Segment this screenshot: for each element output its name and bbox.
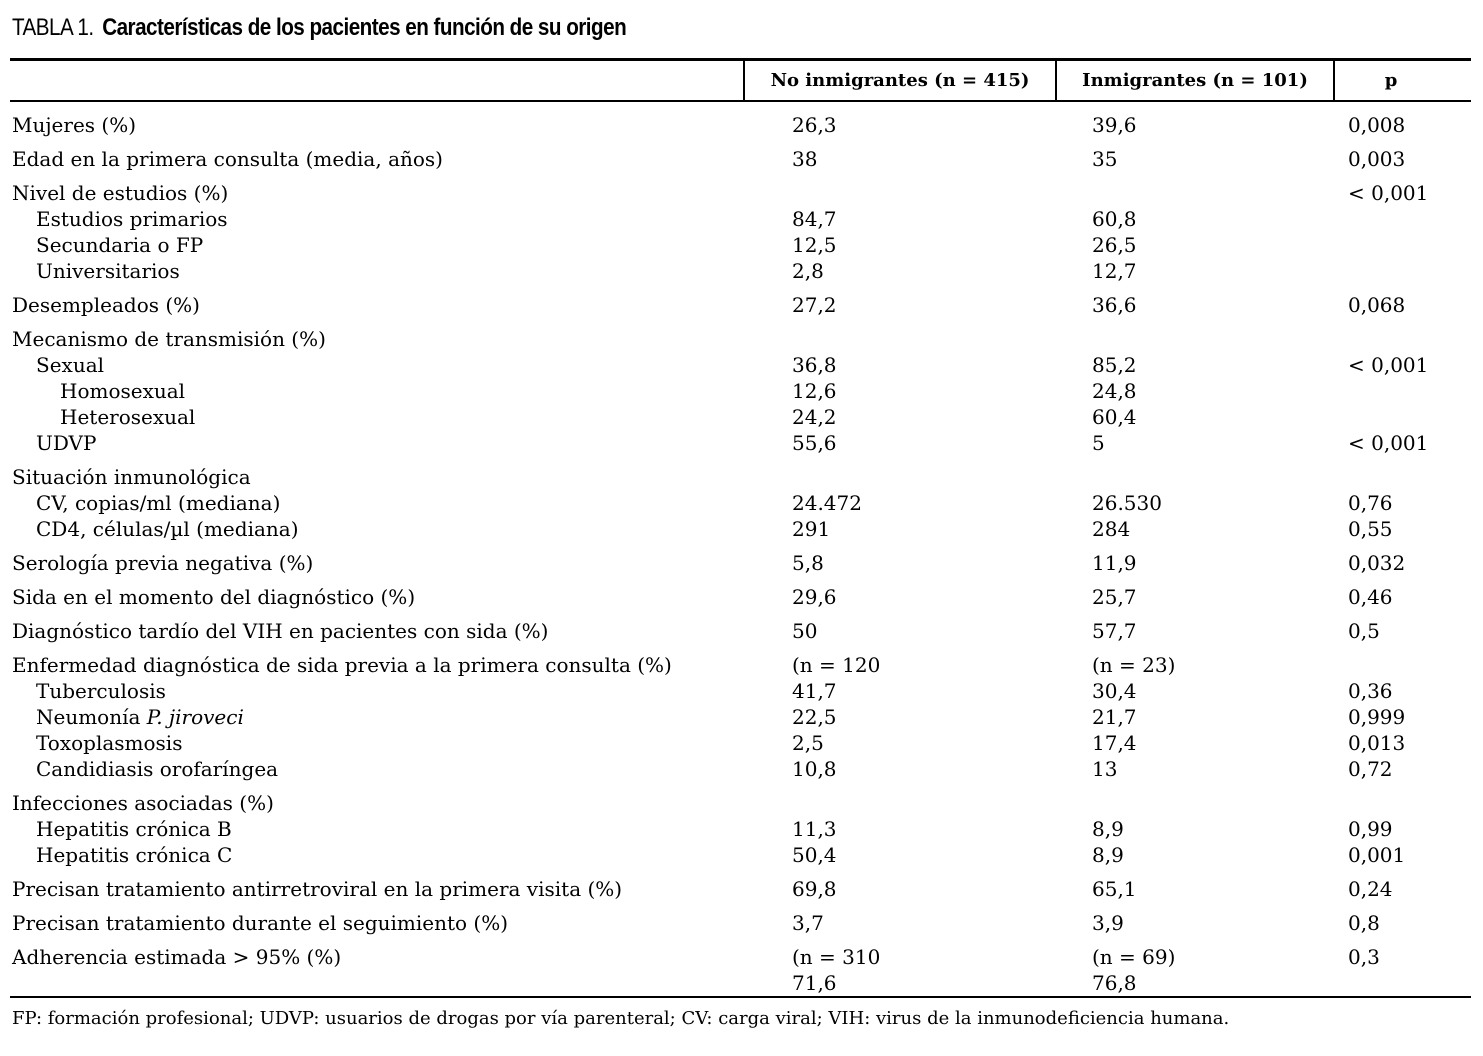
row-label: Heterosexual [60,405,196,429]
row-group [12,910,1471,936]
value-p: 0,999 [1348,705,1406,729]
table-row [12,876,1471,902]
table-row [12,550,1471,576]
value-inmigrantes: 26,5 [1092,233,1137,257]
value-p: 0,008 [1348,113,1406,137]
row-group [12,550,1471,576]
table-row [12,944,1471,970]
row-label: CD4, células/µl (mediana) [36,517,299,541]
row-label-italic: P. jiroveci [146,705,244,729]
value-inmigrantes: (n = 23) [1092,653,1176,677]
value-p: < 0,001 [1348,353,1429,377]
value-inmigrantes: 60,4 [1092,405,1137,429]
row-label: Sexual [36,353,105,377]
value-inmigrantes: 65,1 [1092,877,1137,901]
table-row [12,584,1471,610]
value-inmigrantes: 76,8 [1092,971,1137,995]
row-label: Precisan tratamiento antirretroviral en la primera visita (%) [12,877,623,901]
value-inmigrantes: 36,6 [1092,293,1137,317]
row-label: UDVP [36,431,97,455]
bottom-rule [10,996,1471,998]
value-no-inmigrantes: 84,7 [792,207,837,231]
value-inmigrantes: (n = 69) [1092,945,1176,969]
row-group [12,146,1471,172]
table-row [12,516,1471,542]
table-row [12,112,1471,138]
value-p: 0,8 [1348,911,1380,935]
table-caption [12,14,626,42]
table-row [12,378,1471,404]
value-inmigrantes: 60,8 [1092,207,1137,231]
row-group [12,618,1471,644]
value-inmigrantes: 17,4 [1092,731,1137,755]
table-row [12,730,1471,756]
value-inmigrantes: 39,6 [1092,113,1137,137]
header-divider [1055,61,1057,101]
value-inmigrantes: 57,7 [1092,619,1137,643]
table-row [12,430,1471,456]
row-label: Precisan tratamiento durante el seguimiento (%) [12,911,509,935]
table-row [12,180,1471,206]
table-row [12,326,1471,352]
table-row [12,678,1471,704]
row-label: Mujeres (%) [12,113,137,137]
header-p: p [1384,70,1398,91]
row-label: Secundaria o FP [36,233,204,257]
table-row [12,790,1471,816]
value-no-inmigrantes: 2,8 [792,259,824,283]
value-p: 0,36 [1348,679,1393,703]
value-p: < 0,001 [1348,431,1429,455]
row-group [12,464,1471,542]
table-row [12,232,1471,258]
table-row [12,970,1471,996]
value-inmigrantes: 5 [1092,431,1105,455]
row-label-text: Neumonía [36,705,141,729]
row-label: Tuberculosis [36,679,166,703]
row-label: Nivel de estudios (%) [12,181,229,205]
value-p: 0,003 [1348,147,1406,171]
table-body [12,112,1471,1004]
table-row [12,910,1471,936]
header-divider [1333,61,1335,101]
value-p: 0,013 [1348,731,1406,755]
value-p: 0,001 [1348,843,1406,867]
value-no-inmigrantes: (n = 120 [792,653,881,677]
row-group [12,652,1471,782]
value-no-inmigrantes: 27,2 [792,293,837,317]
header-inmigrantes: Inmigrantes (n = 101) [1082,70,1308,91]
value-inmigrantes: 25,7 [1092,585,1137,609]
table-row [12,842,1471,868]
value-no-inmigrantes: 26,3 [792,113,837,137]
row-label: Mecanismo de transmisión (%) [12,327,326,351]
value-p: 0,5 [1348,619,1380,643]
row-label: Toxoplasmosis [36,731,183,755]
row-group [12,584,1471,610]
row-label: Diagnóstico tardío del VIH en pacientes con sida (%) [12,619,549,643]
table-row [12,756,1471,782]
value-inmigrantes: 24,8 [1092,379,1137,403]
table-row [12,258,1471,284]
value-no-inmigrantes: 41,7 [792,679,837,703]
header-no-inmigrantes: No inmigrantes (n = 415) [770,70,1030,91]
table-row [12,146,1471,172]
value-no-inmigrantes: 50 [792,619,818,643]
header-rule [10,100,1471,102]
row-label: Edad en la primera consulta (media, años) [12,147,443,171]
value-p: 0,72 [1348,757,1393,781]
row-label: Candidiasis orofaríngea [36,757,279,781]
row-label [36,704,244,730]
value-no-inmigrantes: 10,8 [792,757,837,781]
row-label: CV, copias/ml (mediana) [36,491,281,515]
value-p: 0,24 [1348,877,1393,901]
value-p: 0,068 [1348,293,1406,317]
value-no-inmigrantes: 69,8 [792,877,837,901]
value-no-inmigrantes: 55,6 [792,431,837,455]
table-footnote: FP: formación profesional; UDVP: usuarios de drogas por vía parenteral; CV: carga viral; VIH: virus de la inmunodeficiencia humana. [12,1008,1230,1029]
table-row [12,652,1471,678]
value-no-inmigrantes: 291 [792,517,831,541]
value-inmigrantes: 85,2 [1092,353,1137,377]
table-row [12,816,1471,842]
row-group [12,112,1471,138]
row-label: Infecciones asociadas (%) [12,791,274,815]
value-inmigrantes: 8,9 [1092,817,1124,841]
row-label: Desempleados (%) [12,293,200,317]
row-group [12,292,1471,318]
value-no-inmigrantes: 24,2 [792,405,837,429]
table-row [12,464,1471,490]
table-row [12,618,1471,644]
value-inmigrantes: 30,4 [1092,679,1137,703]
table-row [12,352,1471,378]
row-label: Hepatitis crónica B [36,817,232,841]
table-number: TABLA 1. [12,14,94,41]
row-label: Hepatitis crónica C [36,843,233,867]
value-no-inmigrantes: 2,5 [792,731,824,755]
value-p: 0,76 [1348,491,1393,515]
table-row [12,292,1471,318]
value-no-inmigrantes: 12,5 [792,233,837,257]
row-label: Homosexual [60,379,186,403]
value-no-inmigrantes: 71,6 [792,971,837,995]
value-no-inmigrantes: 3,7 [792,911,824,935]
value-no-inmigrantes: 12,6 [792,379,837,403]
row-label: Universitarios [36,259,180,283]
table-row [12,206,1471,232]
value-no-inmigrantes: 29,6 [792,585,837,609]
row-group [12,944,1471,996]
value-no-inmigrantes: 38 [792,147,818,171]
value-no-inmigrantes: 50,4 [792,843,837,867]
row-label: Sida en el momento del diagnóstico (%) [12,585,416,609]
row-group [12,790,1471,868]
row-label: Adherencia estimada > 95% (%) [12,945,342,969]
value-inmigrantes: 13 [1092,757,1118,781]
row-label: Enfermedad diagnóstica de sida previa a la primera consulta (%) [12,653,672,677]
row-label: Situación inmunológica [12,465,251,489]
value-inmigrantes: 8,9 [1092,843,1124,867]
header-divider [743,61,745,101]
value-p: < 0,001 [1348,181,1429,205]
row-label: Serología previa negativa (%) [12,551,314,575]
row-group [12,876,1471,902]
value-inmigrantes: 284 [1092,517,1131,541]
table-row [12,404,1471,430]
value-p: 0,032 [1348,551,1406,575]
value-inmigrantes: 35 [1092,147,1118,171]
value-no-inmigrantes: (n = 310 [792,945,881,969]
value-p: 0,99 [1348,817,1393,841]
value-p: 0,46 [1348,585,1393,609]
row-group [12,180,1471,284]
table-row [12,704,1471,730]
value-inmigrantes: 11,9 [1092,551,1137,575]
value-inmigrantes: 12,7 [1092,259,1137,283]
value-no-inmigrantes: 36,8 [792,353,837,377]
value-inmigrantes: 26.530 [1092,491,1162,515]
value-inmigrantes: 21,7 [1092,705,1137,729]
value-p: 0,3 [1348,945,1380,969]
value-p: 0,55 [1348,517,1393,541]
value-no-inmigrantes: 11,3 [792,817,837,841]
value-no-inmigrantes: 22,5 [792,705,837,729]
table-title: Características de los pacientes en función de su origen [102,14,627,41]
value-inmigrantes: 3,9 [1092,911,1124,935]
row-group [12,326,1471,456]
row-label: Estudios primarios [36,207,228,231]
value-no-inmigrantes: 5,8 [792,551,824,575]
table-row [12,490,1471,516]
value-no-inmigrantes: 24.472 [792,491,862,515]
